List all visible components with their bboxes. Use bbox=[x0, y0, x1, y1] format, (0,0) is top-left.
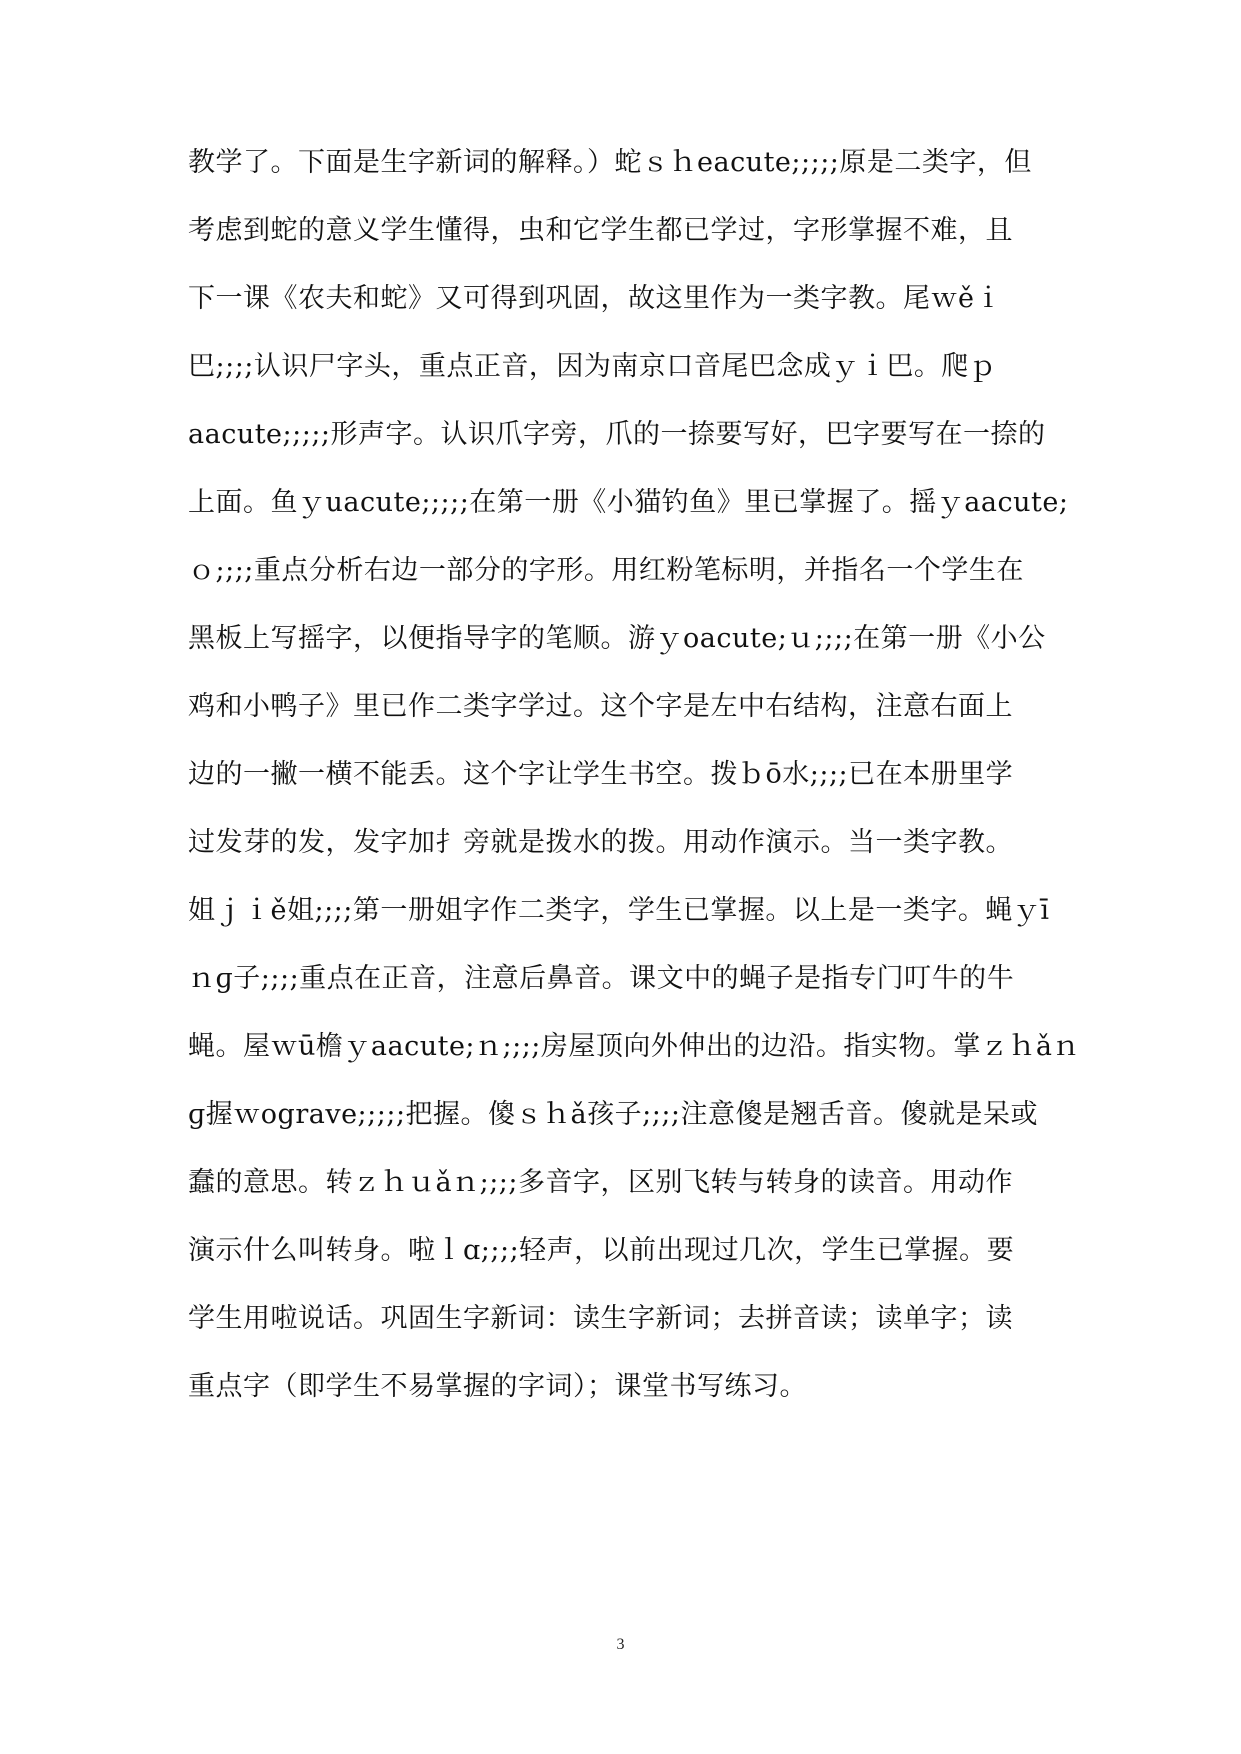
text-line: 巴;;;;认识尸字头，重点正音，因为南京口音尾巴念成ｙｉ巴。爬ｐ bbox=[188, 351, 997, 382]
text-line: 过发芽的发，发字加扌旁就是拨水的拨。用动作演示。当一类字教。 bbox=[188, 827, 1013, 858]
text-line: 下一课《农夫和蛇》又可得到巩固，故这里作为一类字教。尾ｗěｉ bbox=[188, 283, 1002, 314]
text-line: 蝇。屋ｗū檐ｙaacute;ｎ;;;;房屋顶向外伸出的边沿。指实物。掌ｚｈǎｎ bbox=[188, 1031, 1081, 1062]
text-line: 学生用啦说话。巩固生字新词：读生字新词；去拼音读；读单字；读 bbox=[188, 1303, 1013, 1334]
text-line: 考虑到蛇的意义学生懂得，虫和它学生都已学过，字形掌握不难，且 bbox=[188, 215, 1013, 246]
text-line: 教学了。下面是生字新词的解释。）蛇ｓｈeacute;;;;;原是二类字，但 bbox=[188, 147, 1032, 178]
text-line: 蠢的意思。转ｚｈｕǎｎ;;;;多音字，区别飞转与转身的读音。用动作 bbox=[188, 1167, 1013, 1198]
text-line: ɡ握ｗograve;;;;;把握。傻ｓｈǎ孩子;;;;注意傻是翘舌音。傻就是呆或 bbox=[188, 1099, 1039, 1130]
text-line: 黑板上写摇字，以便指导字的笔顺。游ｙoacute;ｕ;;;;在第一册《小公 bbox=[188, 623, 1046, 654]
text-line: aacute;;;;;形声字。认识爪字旁，爪的一捺要写好，巴字要写在一捺的 bbox=[188, 419, 1046, 450]
text-line: 重点字（即学生不易掌握的字词）；课堂书写练习。 bbox=[188, 1371, 807, 1402]
page-number: 3 bbox=[616, 1636, 625, 1653]
text-line: 鸡和小鸭子》里已作二类字学过。这个字是左中右结构，注意右面上 bbox=[188, 691, 1013, 722]
text-line: 边的一撇一横不能丢。这个字让学生书空。拨ｂō水;;;;已在本册里学 bbox=[188, 759, 1014, 790]
text-line: 演示什么叫转身。啦ｌɑ;;;;轻声，以前出现过几次，学生已掌握。要 bbox=[188, 1235, 1015, 1266]
text-line: ｎɡ子;;;;重点在正音，注意后鼻音。课文中的蝇子是指专门叮牛的牛 bbox=[188, 963, 1015, 994]
text-line: 姐ｊｉě姐;;;;第一册姐字作二类字，学生已掌握。以上是一类字。蝇ｙī bbox=[188, 895, 1050, 926]
text-line: ｏ;;;;重点分析右边一部分的字形。用红粉笔标明，并指名一个学生在 bbox=[188, 555, 1024, 586]
text-line: 上面。鱼ｙuacute;;;;;在第一册《小猫钓鱼》里已掌握了。摇ｙaacute; bbox=[188, 487, 1069, 518]
